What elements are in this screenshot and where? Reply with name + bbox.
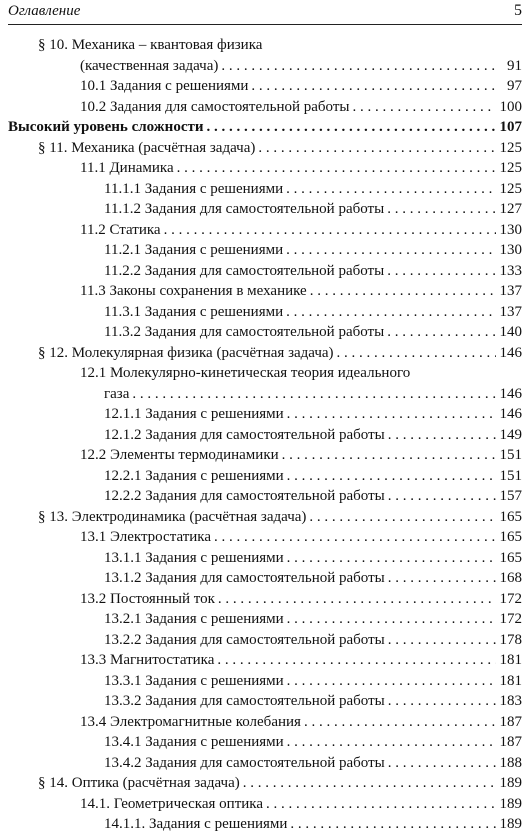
toc-entry[interactable]	[0, 650, 530, 671]
toc-entry[interactable]	[0, 794, 530, 815]
toc-entry-title: § 13. Электродинамика (расчётная задача) . . .	[38, 507, 496, 528]
toc-entry[interactable]	[0, 56, 530, 77]
toc-entry-page: 157	[499, 488, 522, 504]
toc-entry-page: 189	[499, 795, 522, 812]
toc-entry-page: 125	[499, 160, 522, 176]
toc-entry-page: 125	[499, 139, 522, 156]
toc-entry-title: 13.3.1 Задания с решениями . . .	[104, 671, 496, 692]
toc-entry-title: 13.4.2 Задания для самостоятельной работы . . .	[104, 753, 496, 774]
toc-entry[interactable]	[0, 712, 530, 733]
toc-entry[interactable]	[0, 466, 530, 487]
toc-entry-title: (качественная задача) . . .	[80, 56, 496, 77]
toc-entry-page: 172	[499, 590, 522, 607]
toc-entry-title: 14.1. Геометрическая оптика . . .	[80, 794, 496, 815]
toc-entry-page: 137	[499, 303, 522, 320]
toc-entry-page: 172	[499, 611, 522, 627]
toc-entry[interactable]	[0, 425, 530, 446]
toc-entry-page: 146	[499, 385, 522, 402]
toc-entry-title: 11.1.2 Задания для самостоятельной работы . . .	[104, 199, 496, 220]
toc-entry-page: 140	[499, 324, 522, 340]
toc-entry-title: газа . . .	[104, 384, 496, 405]
toc-entry-title: 10.1 Задания с решениями . . .	[80, 76, 496, 97]
toc-entry-title: 10.2 Задания для самостоятельной работы . . .	[80, 97, 496, 118]
table-of-contents	[0, 35, 530, 835]
toc-entry-page: 189	[499, 775, 522, 791]
toc-entry-title: Высокий уровень сложности . . .	[8, 117, 496, 138]
toc-entry-page: 97	[507, 78, 522, 94]
toc-entry-page: 133	[499, 262, 522, 279]
toc-entry[interactable]	[0, 384, 530, 405]
toc-entry-title: 11.3 Законы сохранения в механике . . .	[80, 281, 496, 302]
toc-entry-title: 13.1.2 Задания для самостоятельной работы . . .	[104, 568, 496, 589]
toc-entry-page: 178	[499, 631, 522, 648]
toc-entry[interactable]	[0, 589, 530, 610]
toc-entry-title: § 12. Молекулярная физика (расчётная задача) . . .	[38, 343, 496, 364]
toc-entry[interactable]	[0, 35, 530, 56]
toc-entry-page: 151	[499, 447, 522, 463]
toc-entry-page: 188	[499, 754, 522, 771]
toc-entry-title: 11.2.1 Задания с решениями . . .	[104, 240, 496, 261]
toc-entry-title: 13.1 Электростатика . . .	[80, 527, 496, 548]
toc-entry-title: 12.1.1 Задания с решениями . . .	[104, 404, 496, 425]
toc-entry-title: 11.3.1 Задания с решениями . . .	[104, 302, 496, 323]
toc-entry-page: 107	[499, 119, 522, 135]
toc-entry-page: 130	[499, 242, 522, 258]
page-number: 5	[514, 2, 522, 19]
toc-entry-title: 13.2.1 Задания с решениями . . .	[104, 609, 496, 630]
toc-entry-title: 13.1.1 Задания с решениями . . .	[104, 548, 496, 569]
toc-entry-page: 165	[499, 549, 522, 566]
toc-entry-page: 125	[499, 180, 522, 197]
toc-entry-title: 11.2 Статика . . .	[80, 220, 496, 241]
toc-entry-title: 13.4 Электромагнитные колебания . . .	[80, 712, 496, 733]
toc-entry-title: 11.1 Динамика . . .	[80, 158, 496, 179]
toc-entry-page: 168	[499, 570, 522, 586]
toc-entry-page: 91	[507, 57, 522, 74]
toc-entry[interactable]	[0, 322, 530, 343]
toc-entry[interactable]	[0, 261, 530, 282]
toc-entry[interactable]	[0, 814, 530, 835]
toc-entry[interactable]	[0, 568, 530, 589]
toc-entry[interactable]	[0, 527, 530, 548]
toc-entry[interactable]	[0, 138, 530, 159]
toc-entry-title: 12.2.1 Задания с решениями . . .	[104, 466, 496, 487]
toc-entry-page: 149	[499, 426, 522, 443]
running-title: Оглавление	[8, 3, 81, 19]
toc-entry-page: 187	[499, 713, 522, 730]
toc-entry[interactable]	[0, 609, 530, 630]
toc-entry[interactable]	[0, 302, 530, 323]
toc-entry[interactable]	[0, 445, 530, 466]
toc-entry-page: 183	[499, 693, 522, 709]
page-header	[8, 0, 522, 25]
toc-entry-title: 13.3.2 Задания для самостоятельной работы . . .	[104, 691, 496, 712]
toc-entry[interactable]	[0, 404, 530, 425]
toc-entry[interactable]	[0, 732, 530, 753]
toc-entry-title: 14.1.1. Задания с решениями . . .	[104, 814, 496, 835]
toc-entry-page: 151	[499, 467, 522, 484]
toc-entry[interactable]	[0, 773, 530, 794]
toc-entry-title: 11.2.2 Задания для самостоятельной работы . . .	[104, 261, 496, 282]
toc-entry[interactable]	[0, 548, 530, 569]
toc-entry-title: 13.2.2 Задания для самостоятельной работы . . .	[104, 630, 496, 651]
toc-entry-title: 13.3 Магнитостатика . . .	[80, 650, 496, 671]
toc-entry[interactable]	[0, 158, 530, 179]
toc-entry[interactable]	[0, 199, 530, 220]
toc-entry[interactable]	[0, 97, 530, 118]
toc-entry[interactable]	[0, 671, 530, 692]
toc-entry-title: 12.2 Элементы термодинамики . . .	[80, 445, 496, 466]
toc-entry-page: 181	[499, 672, 522, 689]
toc-entry-title: 11.1.1 Задания с решениями . . .	[104, 179, 496, 200]
toc-entry[interactable]	[0, 363, 530, 384]
toc-entry-page: 181	[499, 652, 522, 668]
toc-entry[interactable]	[0, 179, 530, 200]
toc-entry-title: 12.2.2 Задания для самостоятельной работы . . .	[104, 486, 496, 507]
toc-entry-title: § 14. Оптика (расчётная задача) . . .	[38, 773, 496, 794]
toc-entry[interactable]	[0, 281, 530, 302]
toc-entry[interactable]	[0, 240, 530, 261]
toc-entry-page: 146	[499, 344, 522, 361]
toc-entry-title: 12.1 Молекулярно-кинетическая теория идеального	[80, 365, 411, 381]
toc-entry-page: 146	[499, 406, 522, 422]
toc-entry[interactable]	[0, 343, 530, 364]
toc-entry-page: 137	[499, 283, 522, 299]
toc-entry-title: 13.4.1 Задания с решениями . . .	[104, 732, 496, 753]
toc-entry[interactable]	[0, 486, 530, 507]
toc-entry-title: 12.1.2 Задания для самостоятельной работы . . .	[104, 425, 496, 446]
toc-entry-title: § 10. Механика – квантовая физика	[38, 37, 263, 53]
toc-entry-page: 130	[499, 221, 522, 238]
toc-entry-title: 13.2 Постоянный ток . . .	[80, 589, 496, 610]
toc-entry[interactable]	[0, 753, 530, 774]
toc-entry[interactable]	[0, 76, 530, 97]
toc-entry[interactable]	[0, 220, 530, 241]
toc-entry-title: 11.3.2 Задания для самостоятельной работы . . .	[104, 322, 496, 343]
toc-entry-page: 165	[499, 529, 522, 545]
toc-entry[interactable]	[0, 507, 530, 528]
toc-entry-page: 165	[499, 508, 522, 525]
toc-entry-title: § 11. Механика (расчётная задача) . . .	[38, 138, 496, 159]
toc-entry[interactable]	[0, 117, 530, 138]
toc-entry[interactable]	[0, 630, 530, 651]
toc-entry-page: 187	[499, 734, 522, 750]
toc-entry-page: 100	[499, 98, 522, 115]
toc-entry-page: 189	[499, 816, 522, 832]
toc-entry-page: 127	[499, 201, 522, 217]
toc-entry[interactable]	[0, 691, 530, 712]
